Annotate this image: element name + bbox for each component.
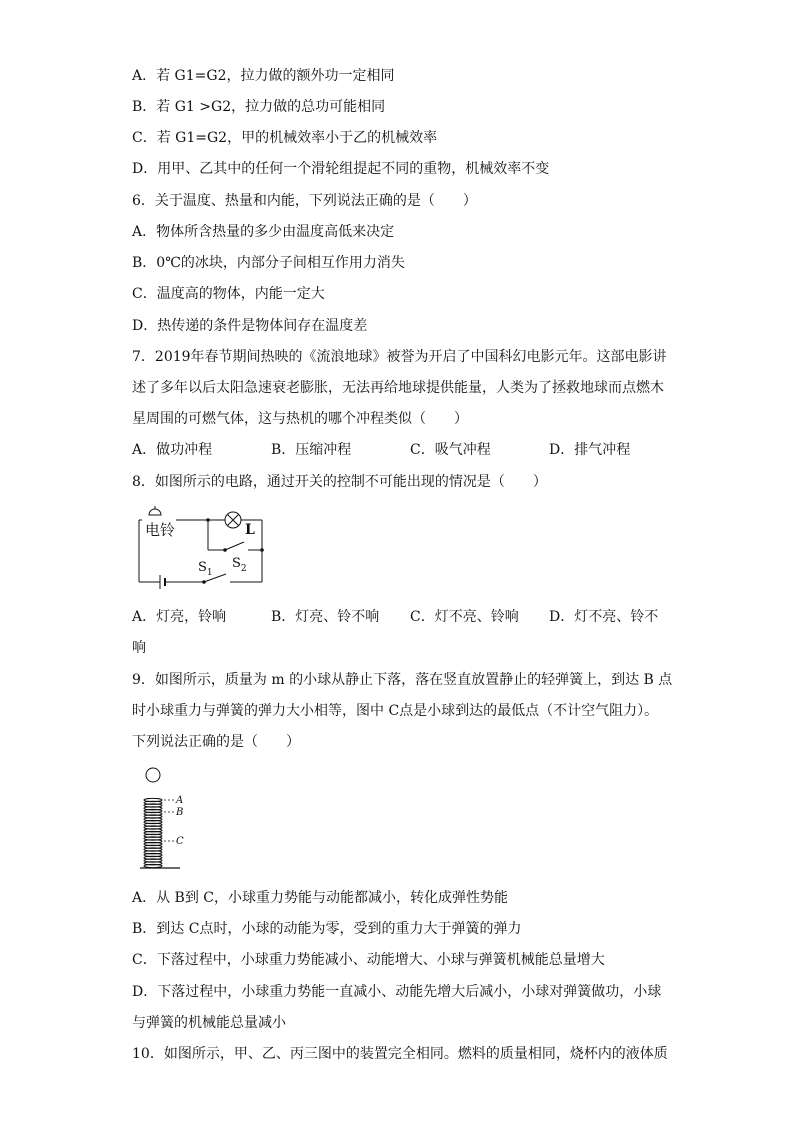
q6-option-a: A．物体所含热量的多少由温度高低来决定 (132, 224, 395, 240)
q7-stem-line2: 述了多年以后太阳急速衰老膨胀，无法再给地球提供能量，人类为了拯救地球而点燃木 (132, 380, 664, 396)
q9-stem-line1: 9．如图所示，质量为 m 的小球从静止下落，落在竖直放置静止的轻弹簧上，到达 B 点 (132, 672, 673, 688)
svg-text:S1 (198, 560, 213, 578)
point-c-label: C (176, 836, 184, 847)
q7-option-c: C．吸气冲程 (410, 442, 491, 458)
q8-option-d-continued: 响 (132, 640, 146, 656)
q9-spring-diagram (140, 762, 200, 874)
point-b-label: B (176, 807, 184, 818)
spring-coil (144, 864, 162, 867)
q9-option-b: B．到达 C点时，小球的动能为零，受到的重力大于弹簧的弹力 (132, 921, 522, 937)
s2-label: S (232, 556, 241, 571)
q9-stem-line2: 时小球重力与弹簧的弹力大小相等，图中 C点是小球到达的最低点（不计空气阻力）。 (132, 703, 659, 719)
q6-stem: 6．关于温度、热量和内能，下列说法正确的是（ ） (132, 193, 477, 209)
s2-subscript: 2 (240, 564, 247, 574)
q7-stem-line1: 7．2019年春节期间热映的《流浪地球》被誉为开启了中国科幻电影元年。这部电影讲 (132, 349, 667, 365)
q7-option-b: B．压缩冲程 (271, 442, 352, 458)
q8-option-a: A．灯亮，铃响 (132, 609, 227, 625)
q5-option-b: B．若 G1 >G2，拉力做的总功可能相同 (132, 99, 386, 115)
bell-icon (149, 509, 161, 515)
lamp-label: L (245, 522, 255, 538)
svg-text:S2 (232, 556, 247, 574)
q8-stem: 8．如图所示的电路，通过开关的控制不可能出现的情况是（ ） (132, 474, 547, 490)
q6-option-b: B．0℃的冰块，内部分子间相互作用力消失 (132, 255, 405, 271)
q10-stem-line1: 10．如图所示，甲、乙、丙三图中的装置完全相同。燃料的质量相同，烧杯内的液体质 (132, 1046, 668, 1062)
point-a-label: A (176, 795, 184, 806)
q9-stem-line3: 下列说法正确的是（ ） (132, 734, 300, 750)
q7-option-a: A．做功冲程 (132, 442, 213, 458)
q6-option-d: D．热传递的条件是物体间存在温度差 (132, 318, 368, 334)
q5-option-c: C．若 G1=G2，甲的机械效率小于乙的机械效率 (132, 130, 438, 146)
q9-option-d-line1: D．下落过程中，小球重力势能一直减小、动能先增大后减小，小球对弹簧做功，小球 (132, 984, 662, 1000)
s1-label: S (198, 560, 207, 575)
q8-option-c: C．灯不亮、铃响 (410, 609, 519, 625)
q9-option-d-line2: 与弹簧的机械能总量减小 (132, 1015, 286, 1031)
q5-option-d: D．用甲、乙其中的任何一个滑轮组提起不同的重物，机械效率不变 (132, 161, 550, 177)
q9-option-c: C．下落过程中，小球重力势能减小、动能增大、小球与弹簧机械能总量增大 (132, 952, 605, 968)
bell-label: 电铃 (145, 521, 176, 539)
ball-icon (146, 768, 160, 782)
q8-circuit-diagram (132, 498, 272, 590)
q9-option-a: A．从 B到 C，小球重力势能与动能都减小，转化成弹性势能 (132, 890, 509, 906)
q7-stem-line3: 星周围的可燃气体，这与热机的哪个冲程类似（ ） (132, 411, 468, 427)
q7-option-d: D．排气冲程 (549, 442, 631, 458)
q5-option-a: A．若 G1=G2，拉力做的额外功一定相同 (132, 68, 395, 84)
q8-option-d: D．灯不亮、铃不 (549, 609, 659, 625)
q8-option-b: B．灯亮、铃不响 (271, 609, 380, 625)
q6-option-c: C．温度高的物体，内能一定大 (132, 286, 325, 302)
s1-subscript: 1 (206, 568, 213, 578)
